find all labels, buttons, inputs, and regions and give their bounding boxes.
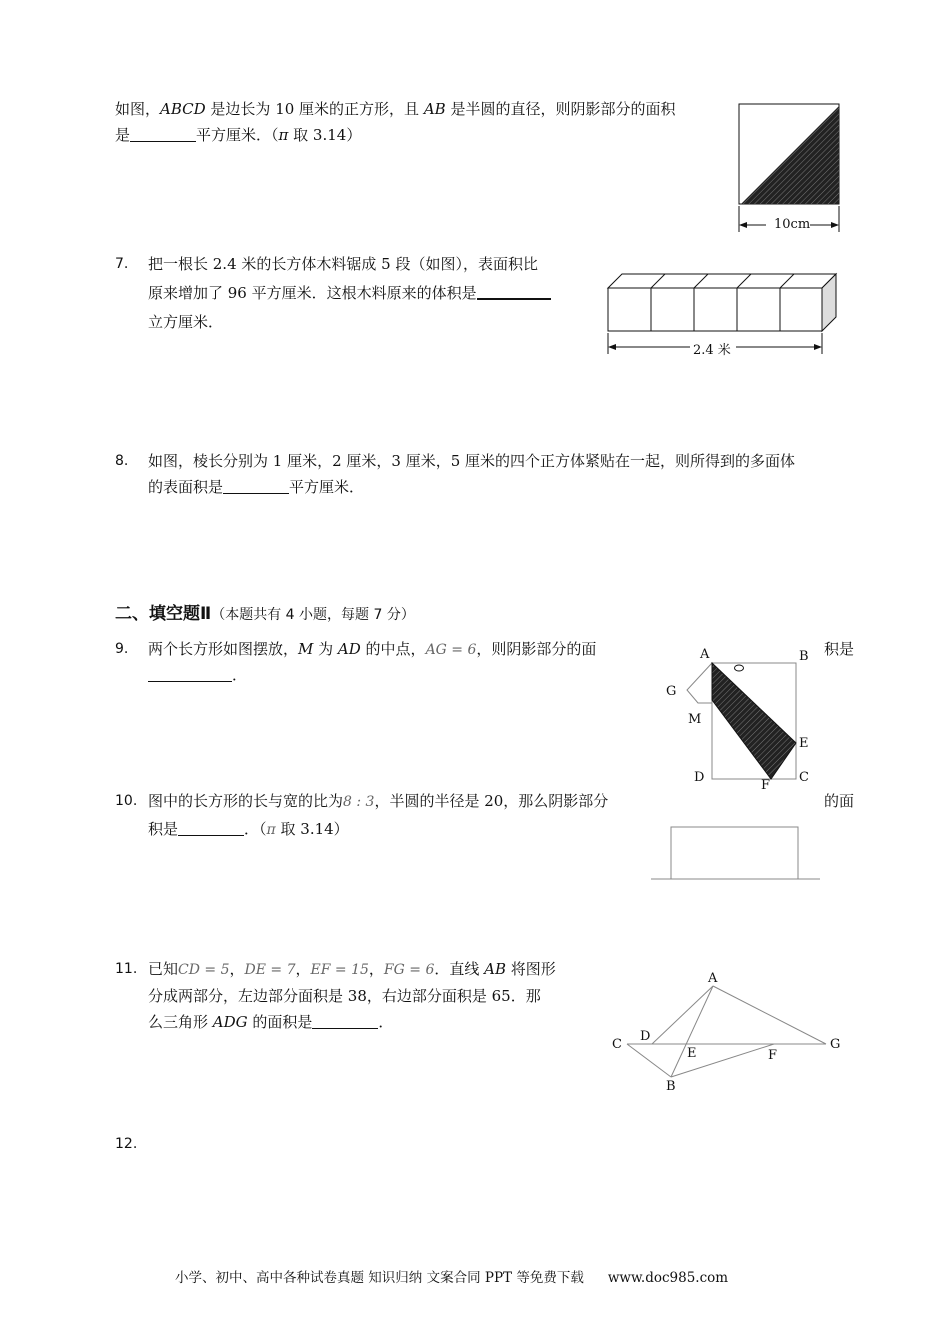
q9-label-e: E: [799, 736, 809, 751]
q9-shaded-region: [712, 663, 796, 779]
q8-line2: 的表面积是 平方厘米．: [148, 478, 365, 496]
q9-figure: [660, 640, 820, 800]
q8-line1: 如图，棱长分别为 1 厘米，2 厘米，3 厘米，5 厘米的四个正方体紧贴在一起，则所得到的多面体: [148, 452, 796, 470]
q9-label-m: M: [688, 712, 702, 727]
q11-label-a: A: [708, 971, 718, 986]
q9-label-g: G: [666, 684, 677, 699]
q11-answer-blank[interactable]: [312, 1012, 378, 1029]
q7-line2: 原来增加了 96 平方厘米．这根木料原来的体积是: [148, 282, 551, 304]
q9-label-a: A: [700, 647, 710, 662]
q10-line1: 图中的长方形的长与宽的比为8 : 3，半圆的半径是 20，那么阴影部分: [148, 792, 609, 810]
q6-line1: 如图，ABCD 是边长为 10 厘米的正方形，且 AB 是半圆的直径，则阴影部分的面积: [115, 100, 676, 118]
q6-answer-blank[interactable]: [130, 125, 196, 142]
q9-label-d: D: [694, 770, 705, 785]
q10-tail: 的面: [824, 792, 855, 810]
q12-number: 12.: [115, 1136, 138, 1152]
q9-label-b: B: [799, 649, 809, 664]
q6-shaded-region: [741, 106, 839, 204]
q11-label-g: G: [830, 1037, 841, 1052]
q6-dim-label: 10cm: [774, 217, 811, 232]
q10-answer-blank[interactable]: [178, 819, 244, 836]
q9-answer-blank[interactable]: [148, 665, 232, 682]
q11-line3: 么三角形 ADG 的面积是 ．: [148, 1013, 394, 1031]
q11-label-c: C: [612, 1037, 622, 1052]
q8-number: 8.: [115, 453, 129, 469]
q11-label-d: D: [640, 1029, 651, 1044]
q9-line1: 两个长方形如图摆放，M 为 AD 的中点，AG = 6，则阴影部分的面: [148, 640, 597, 658]
q7-number: 7.: [115, 256, 129, 272]
q10-figure: [650, 822, 822, 884]
q9-line2: ．: [148, 664, 247, 686]
q11-figure: [600, 960, 850, 1090]
section2-title: 二、填空题Ⅱ（本题共有 4 小题，每题 7 分）: [115, 604, 415, 624]
q9-label-c: C: [799, 770, 809, 785]
q9-number: 9.: [115, 641, 129, 657]
q7-dim-label: 2.4 米: [693, 343, 731, 358]
q11-label-e: E: [687, 1046, 697, 1061]
footer-text: 小学、初中、高中各种试卷真题 知识归纳 文案合同 PPT 等免费下载: [175, 1270, 584, 1286]
q11-label-b: B: [666, 1079, 676, 1094]
q7-answer-blank[interactable]: [477, 282, 551, 300]
q11-line2: 分成两部分，左边部分面积是 38，右边部分面积是 65．那: [148, 987, 541, 1005]
q10-line2: 积是 ．（π 取 3.14）: [148, 820, 349, 838]
footer-url[interactable]: www.doc985.com: [607, 1270, 729, 1286]
q10-rectangle: [671, 827, 798, 879]
q9-label-f: F: [761, 778, 771, 793]
q8-answer-blank[interactable]: [223, 477, 289, 494]
q6-line2: 是 平方厘米．（π 取 3.14）: [115, 126, 362, 144]
q11-line1: 已知CD = 5，DE = 7，EF = 15，FG = 6．直线 AB 将图形: [148, 960, 556, 978]
footer: [175, 1266, 728, 1286]
q10-number: 10.: [115, 793, 138, 809]
q9-tail: 积是: [824, 640, 855, 658]
q11-label-f: F: [768, 1048, 778, 1063]
q11-number: 11.: [115, 961, 138, 977]
q7-line3: 立方厘米．: [148, 313, 224, 331]
q7-line1: 把一根长 2.4 米的长方体木料锯成 5 段（如图），表面积比: [148, 255, 538, 273]
